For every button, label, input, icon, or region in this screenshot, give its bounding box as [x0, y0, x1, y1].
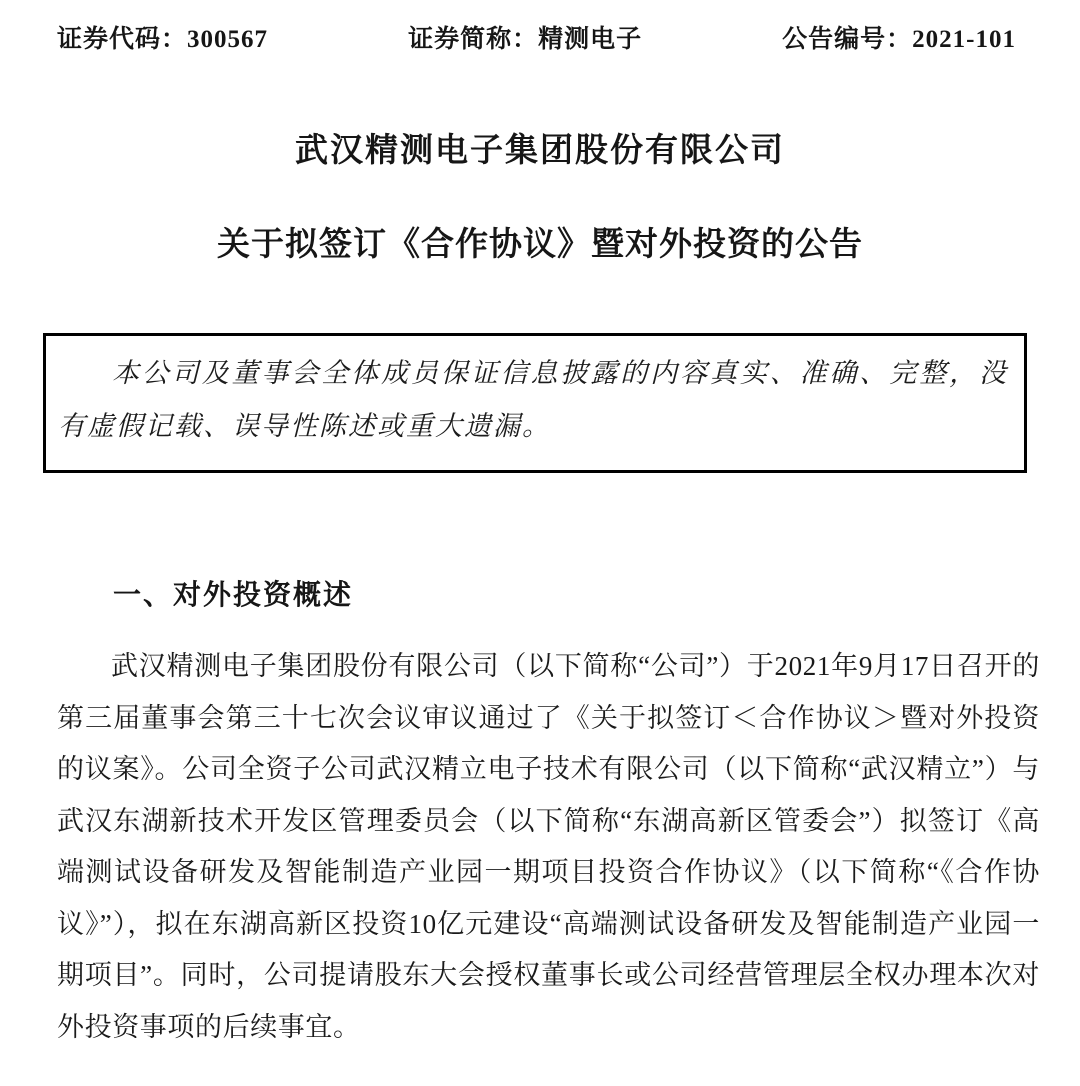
investment-overview-paragraph: 武汉精测电子集团股份有限公司（以下简称“公司”）于2021年9月17日召开的第三届董事会第三十七次会议审议通过了《关于拟签订＜合作协议＞暨对外投资的议案》。公司全资子公司武汉精立电子技术有限公司（以下简称“武汉精立”）与武汉东湖新技术开发区管理委员会（以下简称“东湖高新区管委会”）拟签订《高端测试设备研发及智能制造产业园一期项目投资合作协议》（以下简称“《合作协议》”），拟在东湖高新区投资10亿元建设“高端测试设备研发及智能制造产业园一期项目”。同时，公司提请股东大会授权董事长或公司经营管理层全权办理本次对外投资事项的后续事宜。: [57, 651, 1040, 1042]
announcement-title: 关于拟签订《合作协议》暨对外投资的公告: [217, 225, 863, 262]
stock-code: 证券代码：300567: [57, 26, 269, 53]
disclaimer-box: [43, 333, 1027, 473]
disclaimer-text: 本公司及董事会全体成员保证信息披露的内容真实、准确、完整，没有虚假记载、误导性陈述或重大遗漏。: [58, 358, 1008, 441]
section-heading-investment-overview: 一、对外投资概述: [113, 579, 354, 610]
document-meta-row: [0, 0, 1080, 55]
stock-short-name: 证券简称：精测电子: [408, 26, 643, 53]
announcement-number: 公告编号：2021-101: [782, 26, 1016, 53]
company-name-title: 武汉精测电子集团股份有限公司: [295, 131, 785, 168]
